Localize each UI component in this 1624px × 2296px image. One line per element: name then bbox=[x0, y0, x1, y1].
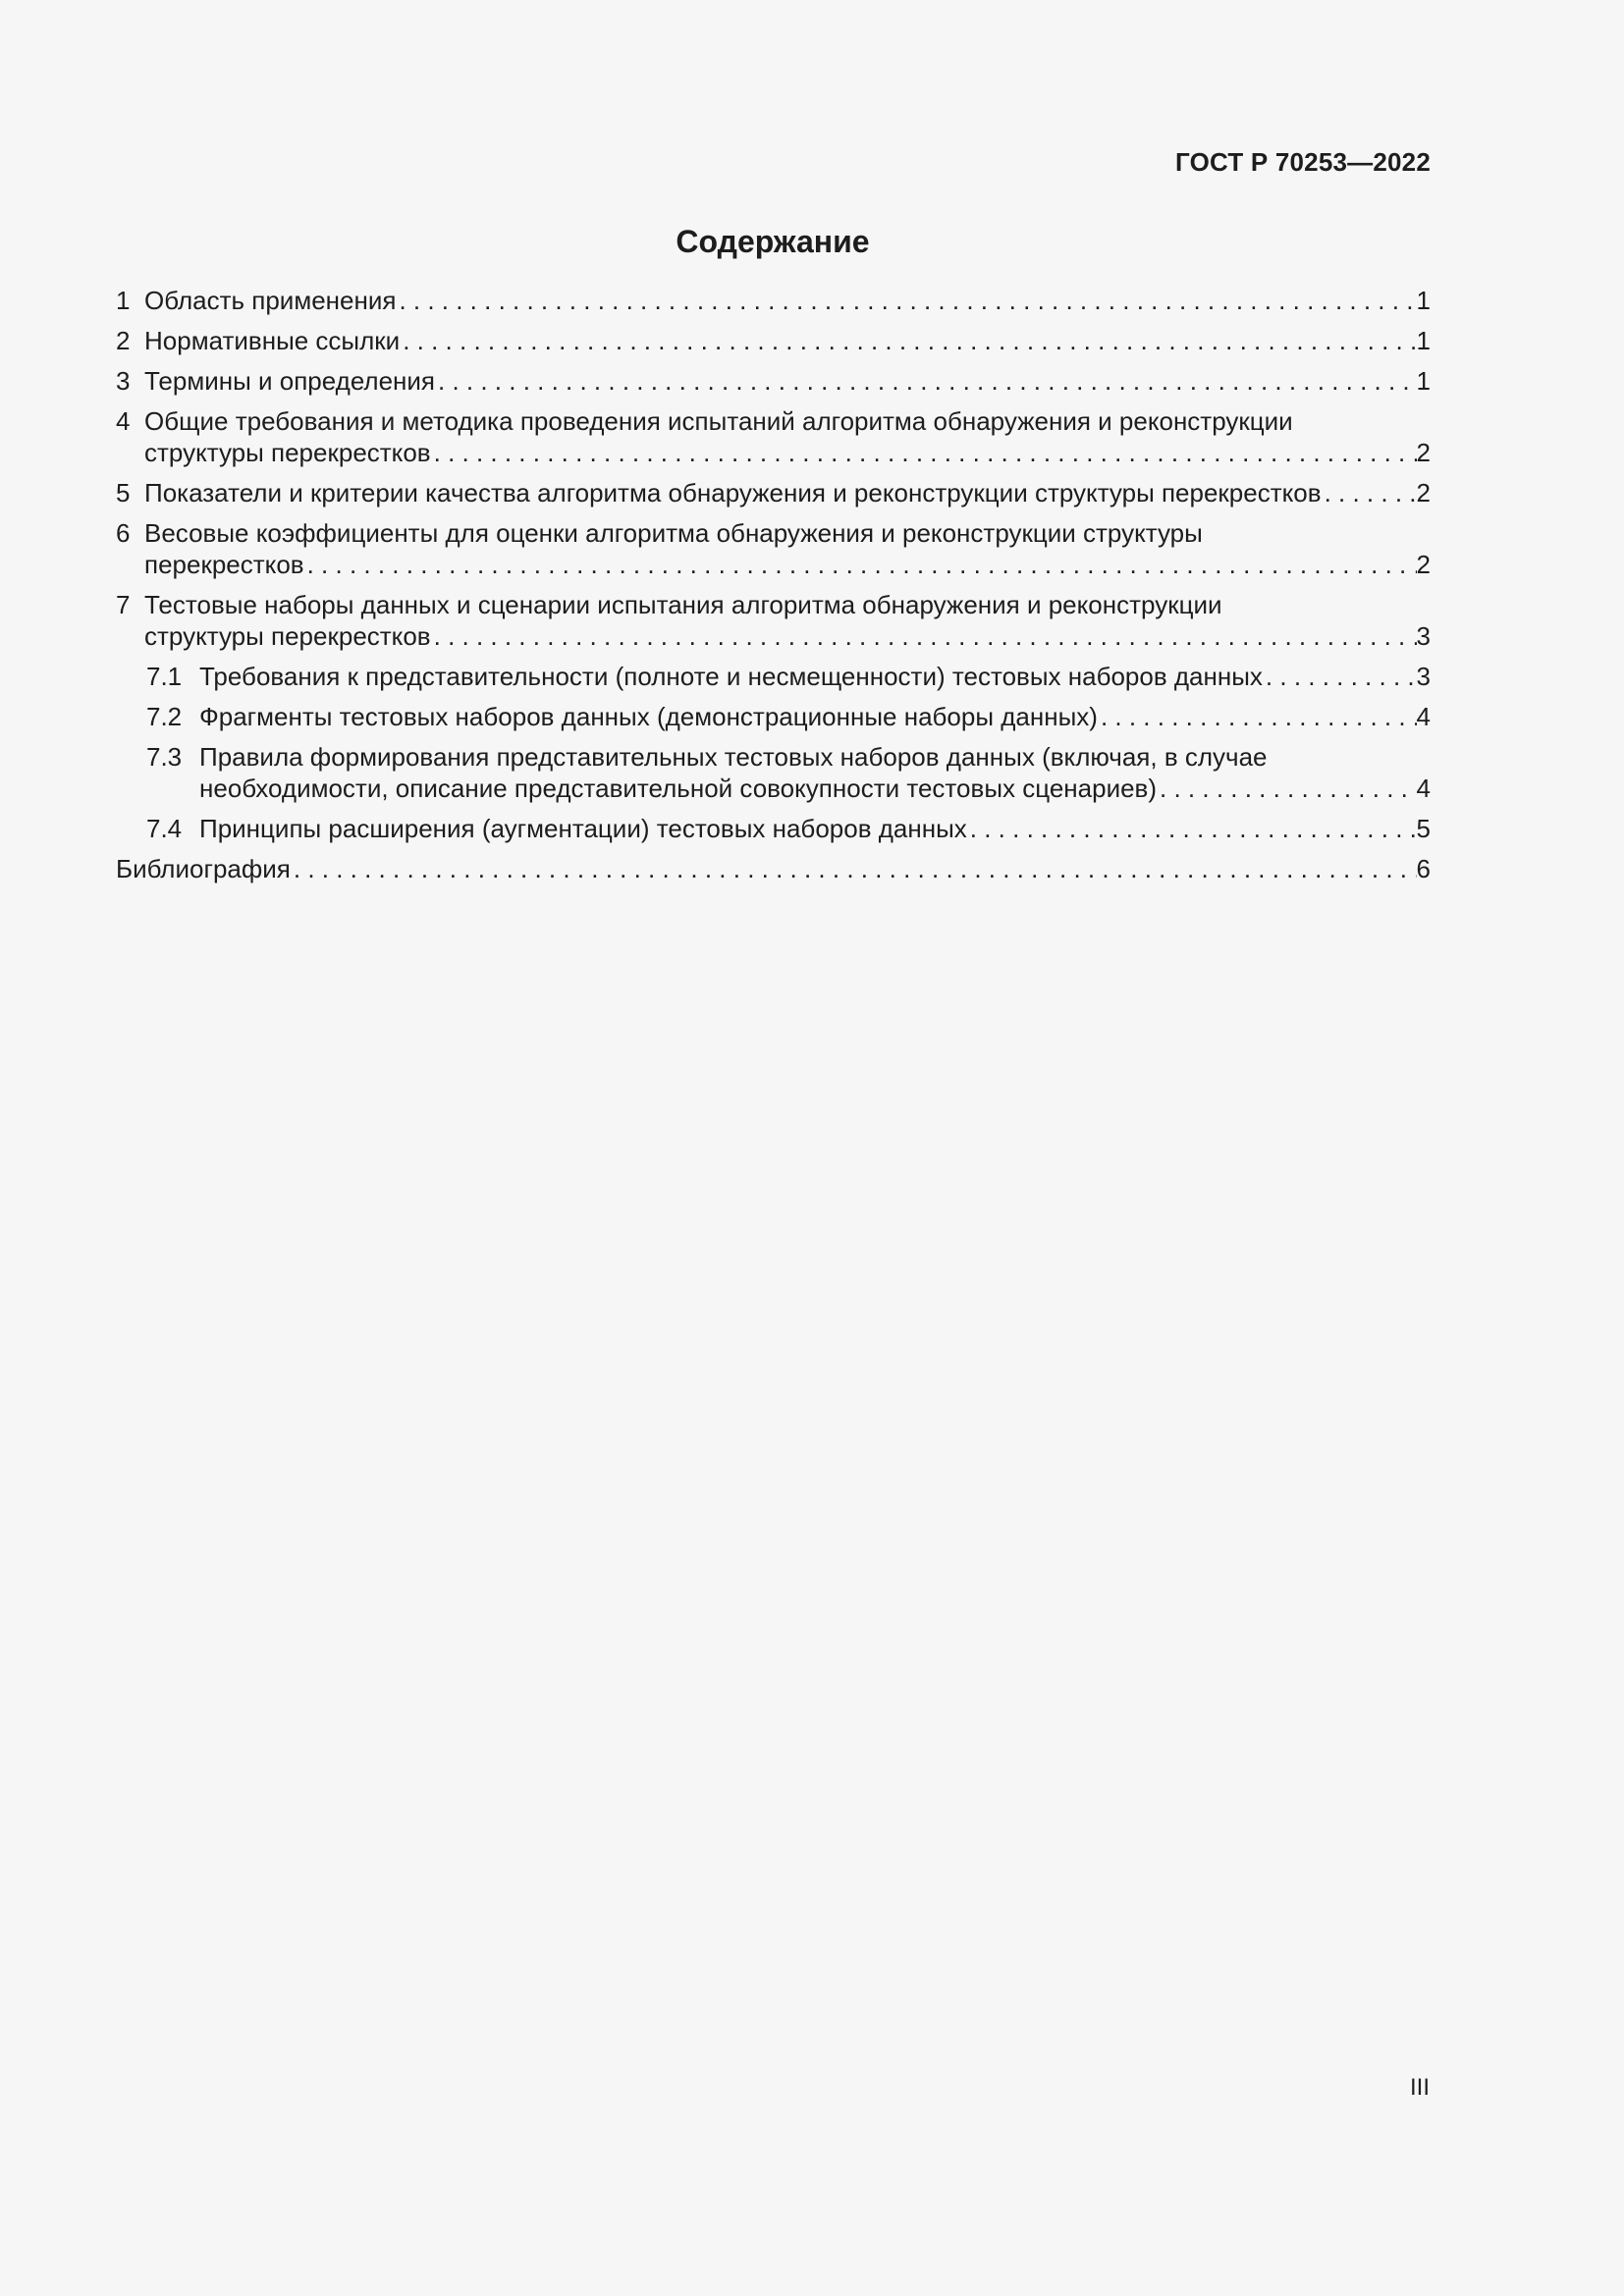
toc-entry-bibliography[interactable] bbox=[116, 853, 1431, 884]
toc-entry-title: Нормативные ссылки bbox=[144, 326, 401, 355]
toc-entry-page: 2 bbox=[1416, 438, 1431, 467]
toc-entry-7[interactable] bbox=[116, 589, 1431, 652]
toc-entry-title: Область применения bbox=[144, 286, 397, 315]
toc-title: Содержание bbox=[676, 224, 870, 259]
toc-entry-number: 4 bbox=[116, 406, 131, 436]
toc-entry-1[interactable] bbox=[116, 285, 1431, 316]
toc-entry-title: Показатели и критерии качества алгоритма обнаружения и реконструкции структуры перекрестков bbox=[144, 478, 1322, 507]
toc-entry-title: Принципы расширения (аугментации) тестовых наборов данных bbox=[199, 814, 967, 843]
toc-entry-page: 3 bbox=[1416, 662, 1431, 691]
toc-entry-page: 5 bbox=[1416, 814, 1431, 843]
toc-entry-page: 2 bbox=[1416, 478, 1431, 507]
toc-entry-title: Тестовые наборы данных и сценарии испытания алгоритма обнаружения и реконструкции bbox=[144, 590, 1222, 619]
toc-entry-title: Требования к представительности (полноте и несмещенности) тестовых наборов данных bbox=[199, 662, 1263, 691]
dot-leader bbox=[431, 437, 1417, 468]
toc-entry-7-4[interactable] bbox=[116, 813, 1431, 844]
toc-entry-page: 1 bbox=[1416, 286, 1431, 315]
toc-entry-7-1[interactable] bbox=[116, 661, 1431, 692]
toc-entry-number: 5 bbox=[116, 478, 131, 507]
toc-entry-title-continued: перекрестков bbox=[144, 550, 304, 579]
toc-entry-title: Термины и определения bbox=[144, 366, 436, 396]
toc-entry-5[interactable] bbox=[116, 477, 1431, 508]
toc-entry-7-2[interactable] bbox=[116, 701, 1431, 732]
dot-leader bbox=[400, 325, 1416, 356]
toc-entry-number: 7.1 bbox=[146, 662, 183, 691]
toc-entry-title-continued: структуры перекрестков bbox=[144, 621, 431, 651]
toc-entry-7-3[interactable] bbox=[116, 741, 1431, 804]
toc-entry-6[interactable] bbox=[116, 517, 1431, 580]
toc-entry-page: 3 bbox=[1416, 621, 1431, 651]
toc-entry-title: Общие требования и методика проведения испытаний алгоритма обнаружения и реконструкции bbox=[144, 406, 1293, 436]
toc-entry-number: 7.2 bbox=[146, 702, 183, 731]
table-of-contents bbox=[116, 285, 1431, 893]
toc-entry-number: 7.3 bbox=[146, 742, 183, 772]
toc-entry-number: 2 bbox=[116, 326, 131, 355]
dot-leader bbox=[396, 285, 1416, 316]
dot-leader bbox=[1263, 661, 1417, 692]
toc-entry-title-continued: необходимости, описание представительной совокупности тестовых сценариев) bbox=[199, 774, 1158, 803]
toc-entry-page: 6 bbox=[1416, 854, 1431, 883]
toc-entry-4[interactable] bbox=[116, 405, 1431, 468]
dot-leader bbox=[304, 549, 1417, 580]
page-number: III bbox=[1409, 2074, 1430, 2101]
toc-entry-title: Библиография bbox=[116, 854, 291, 883]
dot-leader bbox=[1157, 773, 1417, 804]
toc-entry-title: Правила формирования представительных тестовых наборов данных (включая, в случае bbox=[199, 742, 1268, 772]
toc-entry-number: 3 bbox=[116, 366, 131, 396]
dot-leader bbox=[291, 853, 1417, 884]
toc-entry-number: 1 bbox=[116, 286, 131, 315]
dot-leader bbox=[1322, 477, 1417, 508]
dot-leader bbox=[435, 365, 1417, 397]
toc-entry-number: 6 bbox=[116, 518, 131, 548]
toc-entry-3[interactable] bbox=[116, 365, 1431, 397]
document-code: ГОСТ Р 70253—2022 bbox=[1175, 147, 1431, 177]
toc-entry-page: 2 bbox=[1416, 550, 1431, 579]
toc-entry-title-continued: структуры перекрестков bbox=[144, 438, 431, 467]
toc-entry-number: 7.4 bbox=[146, 814, 183, 843]
toc-entry-number: 7 bbox=[116, 590, 131, 619]
toc-entry-2[interactable] bbox=[116, 325, 1431, 356]
toc-entry-title: Весовые коэффициенты для оценки алгоритма обнаружения и реконструкции структуры bbox=[144, 518, 1203, 548]
dot-leader bbox=[431, 620, 1417, 652]
dot-leader bbox=[967, 813, 1417, 844]
toc-entry-page: 1 bbox=[1416, 326, 1431, 355]
dot-leader bbox=[1098, 701, 1417, 732]
toc-entry-page: 4 bbox=[1416, 774, 1431, 803]
toc-entry-title: Фрагменты тестовых наборов данных (демонстрационные наборы данных) bbox=[199, 702, 1098, 731]
toc-entry-page: 4 bbox=[1416, 702, 1431, 731]
toc-entry-page: 1 bbox=[1416, 366, 1431, 396]
